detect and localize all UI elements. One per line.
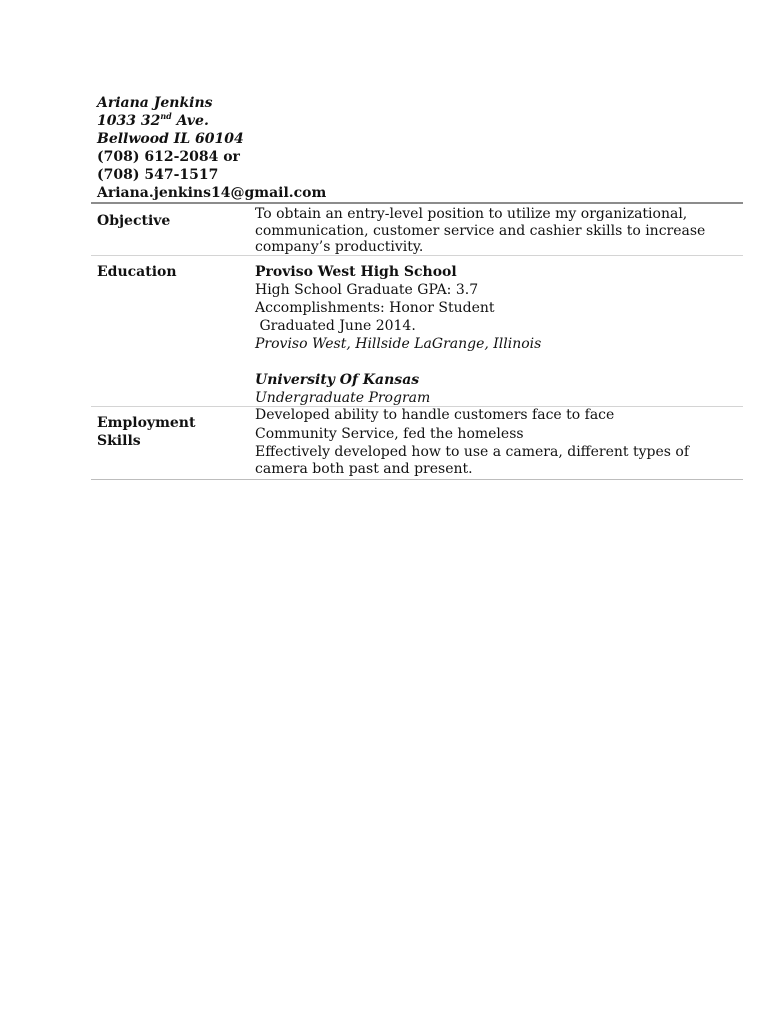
objective-line: company’s productivity. <box>255 239 424 255</box>
skills-label-line: Employment <box>97 415 196 431</box>
education-label: Education <box>97 264 177 280</box>
objective-label: Objective <box>97 213 171 229</box>
school-detail: High School Graduate GPA: 3.7 <box>255 282 479 298</box>
city-state-zip: Bellwood IL 60104 <box>97 131 244 147</box>
applicant-name: Ariana Jenkins <box>97 95 213 111</box>
email-address: Ariana.jenkins14@gmail.com <box>97 185 327 201</box>
objective-content <box>255 204 743 256</box>
school-detail: Accomplishments: Honor Student <box>255 300 495 316</box>
school-name: Proviso West High School <box>255 264 457 280</box>
objective-row <box>91 204 743 256</box>
street-type: Ave. <box>171 113 209 129</box>
street-number: 1033 32 <box>97 113 161 129</box>
skill-item: Community Service, fed the homeless <box>255 425 524 442</box>
street-address <box>97 112 326 130</box>
skills-label-line: Skills <box>97 433 141 449</box>
education-content <box>255 256 743 407</box>
skills-content <box>255 407 743 477</box>
skill-item: camera both past and present. <box>255 460 473 477</box>
school-location: Proviso West, Hillside LaGrange, Illinois <box>255 336 542 352</box>
skills-label <box>97 414 195 450</box>
university-program: Undergraduate Program <box>255 390 431 406</box>
skill-item: Effectively developed how to use a camera, different types of <box>255 444 690 460</box>
objective-line: To obtain an entry-level position to utilize my organizational, <box>255 206 688 222</box>
skills-row <box>91 407 743 480</box>
resume-sections-table <box>91 202 743 480</box>
education-row <box>91 256 743 407</box>
school-detail: Graduated June 2014. <box>255 318 416 334</box>
street-ordinal: nd <box>160 111 172 121</box>
skill-item: Developed ability to handle customers face to face <box>255 407 615 423</box>
objective-line: communication, customer service and cashier skills to increase <box>255 222 706 239</box>
blank-line <box>255 353 743 371</box>
phone-primary: (708) 612-2084 or <box>97 149 240 165</box>
phone-secondary: (708) 547-1517 <box>97 167 219 183</box>
contact-header <box>97 94 326 202</box>
university-name: University Of Kansas <box>255 372 420 388</box>
